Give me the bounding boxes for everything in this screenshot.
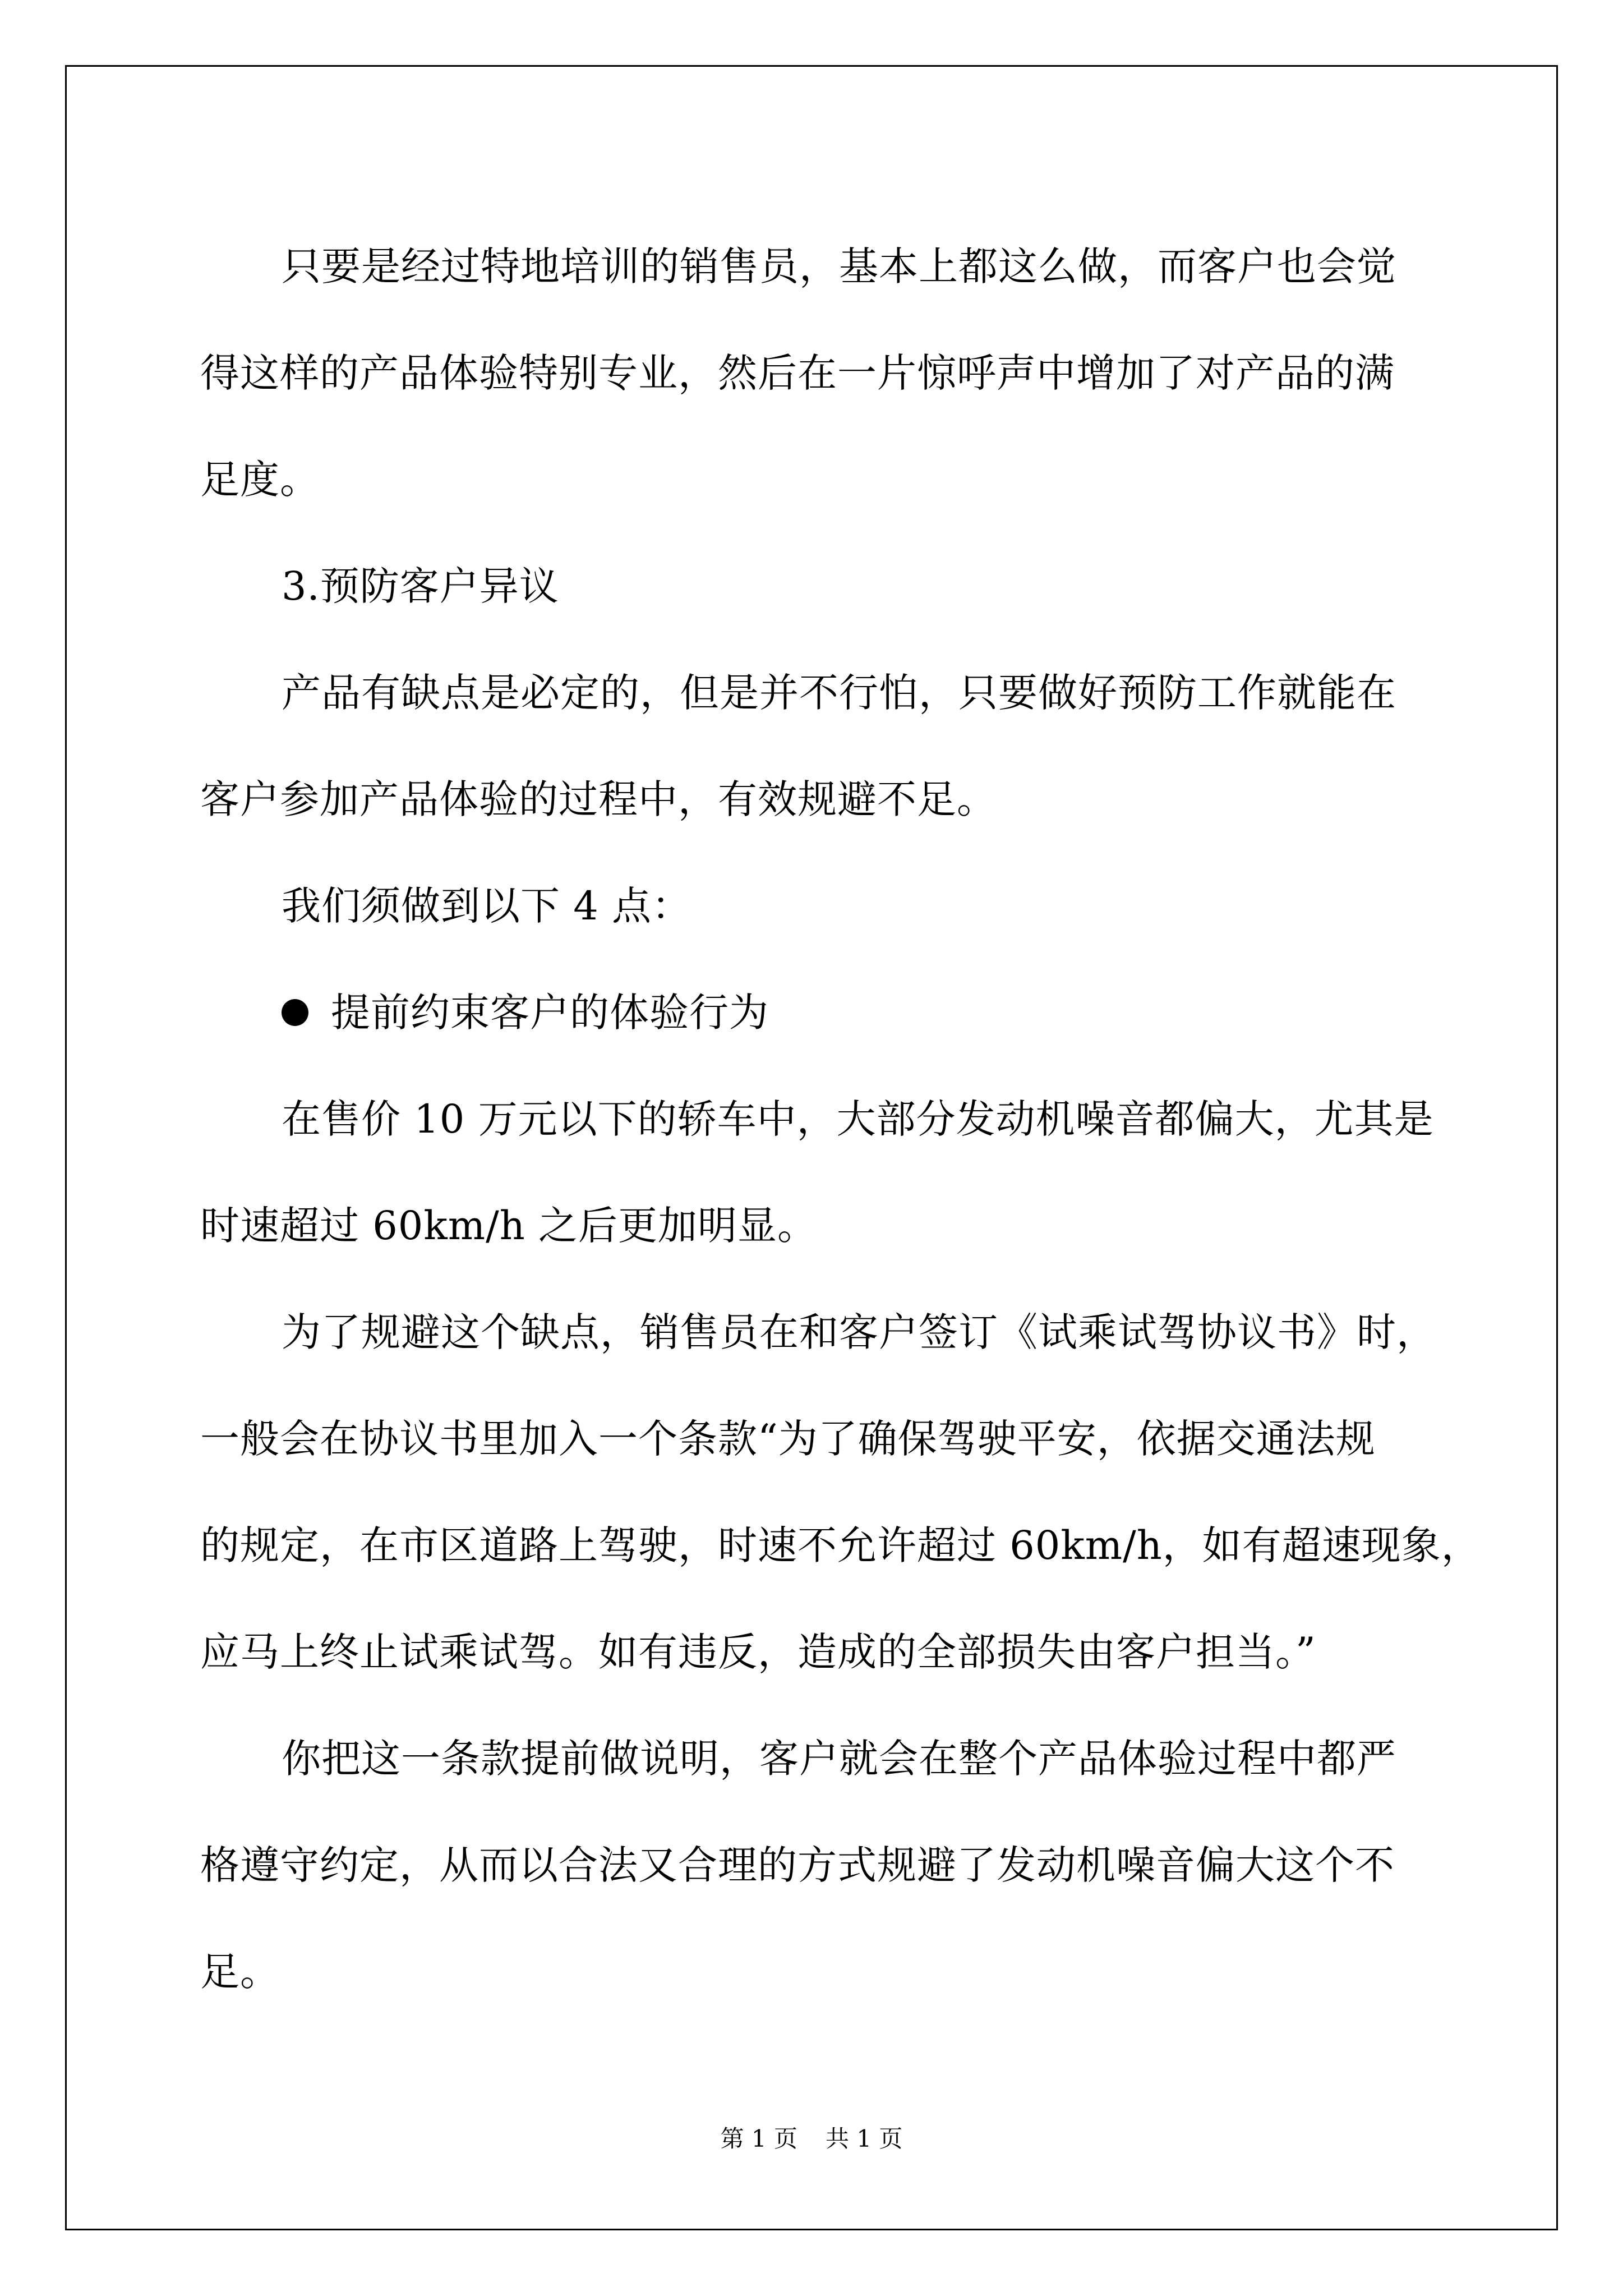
paragraph-line: 得这样的产品体验特别专业，然后在一片惊呼声中增加了对产品的满 bbox=[200, 350, 1395, 396]
paragraph-line: 格遵守约定，从而以合法又合理的方式规避了发动机噪音偏大这个不 bbox=[200, 1842, 1395, 1888]
bullet-text: 提前约束客户的体验行为 bbox=[331, 990, 769, 1036]
paragraph-line: 足度。 bbox=[200, 457, 320, 503]
page-footer bbox=[0, 2120, 1623, 2154]
paragraph bbox=[200, 853, 1434, 959]
paragraph-line: 一般会在协议书里加入一个条款“为了确保驾驶平安，依据交通法规 bbox=[200, 1416, 1376, 1462]
paragraph-line: 只要是经过特地培训的销售员，基本上都这么做，而客户也会觉 bbox=[282, 243, 1396, 289]
section-heading bbox=[200, 533, 1434, 639]
paragraph bbox=[200, 213, 1434, 533]
paragraph-line: 在售价 10 万元以下的轿车中，大部分发动机噪音都偏大，尤其是 bbox=[282, 1096, 1434, 1142]
paragraph bbox=[200, 639, 1434, 853]
paragraph-line: 足。 bbox=[200, 1949, 280, 1995]
paragraph bbox=[200, 1705, 1434, 2025]
paragraph bbox=[200, 1066, 1434, 1279]
paragraph-line: 客户参加产品体验的过程中，有效规避不足。 bbox=[200, 776, 997, 822]
paragraph-line: 为了规避这个缺点，销售员在和客户签订《试乘试驾协议书》时， bbox=[282, 1309, 1436, 1355]
page-number-current: 第 1 页 bbox=[720, 2125, 797, 2152]
paragraph bbox=[200, 1279, 1481, 1705]
paragraph-line: 时速超过 60km/h 之后更加明显。 bbox=[200, 1203, 818, 1249]
page-number-total: 共 1 页 bbox=[826, 2125, 903, 2152]
document-body bbox=[200, 213, 1481, 2025]
paragraph-line: 产品有缺点是必定的，但是并不行怕，只要做好预防工作就能在 bbox=[282, 670, 1396, 716]
paragraph-line: 的规定，在市区道路上驾驶，时速不允许超过 60km/h，如有超速现象， bbox=[200, 1522, 1481, 1568]
bullet-dot-icon bbox=[282, 999, 308, 1026]
paragraph-line: 你把这一条款提前做说明，客户就会在整个产品体验过程中都严 bbox=[282, 1736, 1396, 1782]
bullet-item bbox=[200, 959, 1434, 1066]
paragraph-line: 我们须做到以下 4 点： bbox=[282, 883, 692, 929]
paragraph-line: 应马上终止试乘试驾。如有违反，造成的全部损失由客户担当。” bbox=[200, 1629, 1316, 1675]
heading-text: 3.预防客户异议 bbox=[282, 563, 559, 609]
